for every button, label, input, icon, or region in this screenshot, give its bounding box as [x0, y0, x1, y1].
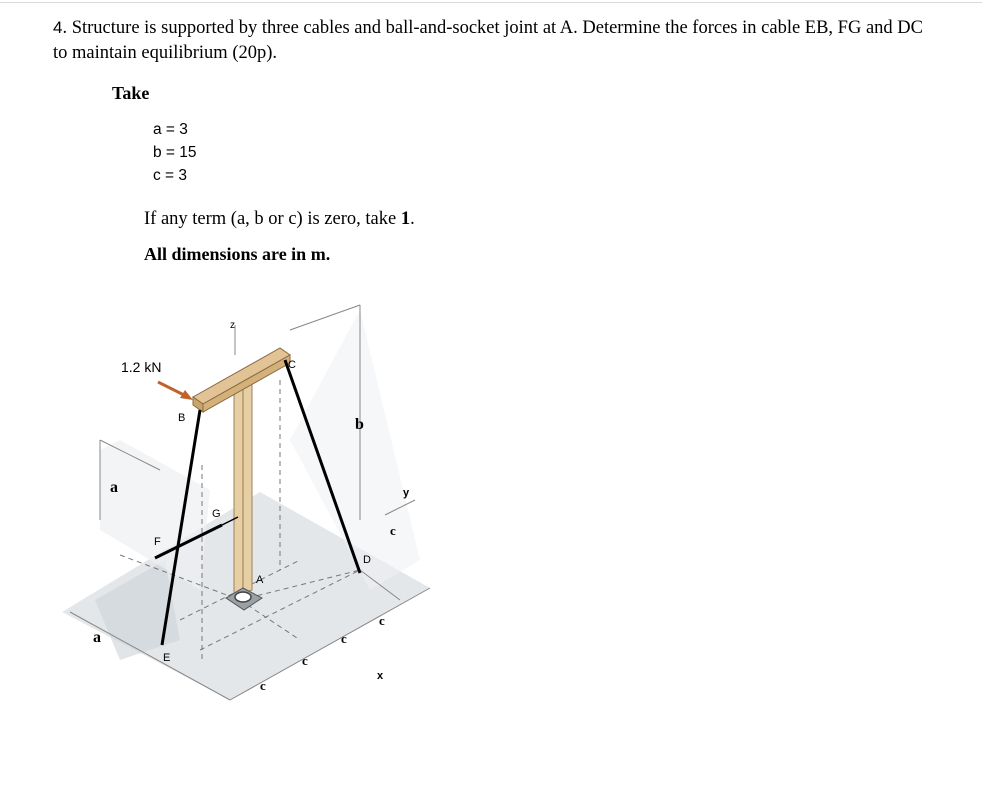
point-d-label: D	[363, 554, 371, 566]
dimension-b-label: b	[355, 416, 364, 433]
given-c: c = 3	[153, 167, 188, 184]
point-c-label: C	[288, 359, 296, 371]
take-heading: Take	[112, 83, 150, 103]
problem-number: 4	[53, 18, 63, 37]
given-b: b = 15	[153, 144, 197, 161]
problem-text: . Structure is supported by three cables and ball-and-socket joint at A. Determine the forces in cable EB, FG and DC to maintain equilibrium (20p).	[53, 18, 923, 63]
load-label: 1.2 kN	[121, 359, 162, 375]
load-arrow	[158, 382, 193, 400]
y-axis-label: y	[403, 487, 410, 499]
dimension-c-mid-label: c	[341, 631, 347, 646]
point-f-label: F	[154, 536, 161, 548]
point-e-label: E	[163, 652, 171, 664]
x-axis-label: x	[377, 670, 384, 682]
column	[234, 378, 252, 596]
given-a: a = 3	[153, 121, 188, 138]
point-a-label: A	[256, 574, 264, 586]
dimension-c-right-label: c	[390, 523, 396, 538]
zero-term-note: If any term (a, b or c) is zero, take 1.	[144, 209, 415, 229]
dimension-c-lowest-label: c	[260, 678, 266, 693]
dimension-a-upper-label: a	[110, 479, 118, 496]
dimension-c-lower-right-label: c	[379, 613, 385, 628]
point-b-label: B	[178, 412, 186, 424]
z-axis-label: z	[230, 320, 235, 331]
dimension-c-bottom-label: c	[302, 653, 308, 668]
point-g-label: G	[212, 508, 221, 520]
units-note: All dimensions are in m.	[144, 244, 331, 264]
dimension-a-lower-label: a	[93, 629, 101, 646]
